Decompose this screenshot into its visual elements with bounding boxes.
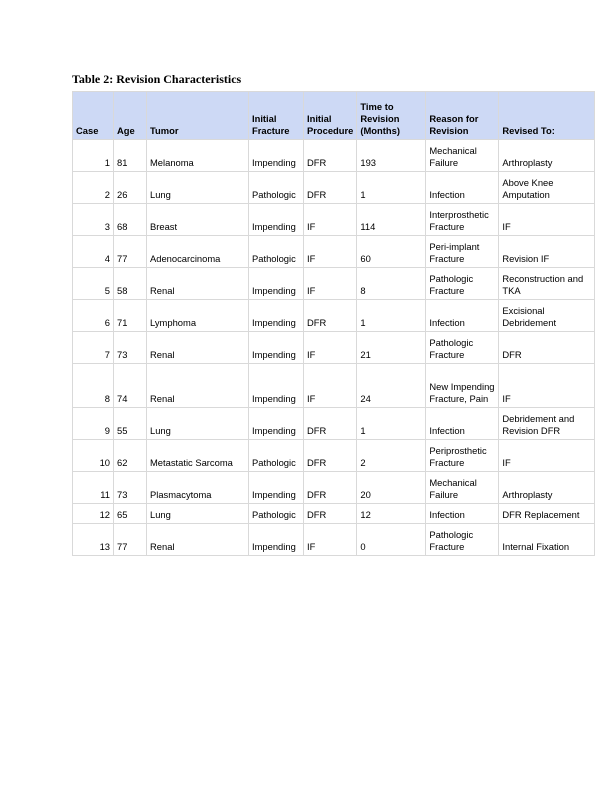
cell-initial-fracture: Impending (249, 300, 304, 332)
column-header-initial-fracture: Initial Fracture (249, 92, 304, 140)
cell-initial-fracture: Impending (249, 472, 304, 504)
cell-reason-for-revision: Infection (426, 172, 499, 204)
cell-time-to-revision: 0 (357, 524, 426, 556)
cell-initial-fracture: Impending (249, 204, 304, 236)
revision-characteristics-table (72, 91, 595, 556)
cell-age: 77 (114, 236, 147, 268)
cell-tumor: Renal (147, 524, 249, 556)
cell-initial-fracture: Pathologic (249, 172, 304, 204)
cell-initial-fracture: Impending (249, 332, 304, 364)
cell-reason-for-revision: Peri-implant Fracture (426, 236, 499, 268)
cell-initial-fracture: Pathologic (249, 236, 304, 268)
cell-revised-to: Debridement and Revision DFR (499, 408, 595, 440)
cell-reason-for-revision: Periprosthetic Fracture (426, 440, 499, 472)
cell-tumor: Lung (147, 408, 249, 440)
cell-initial-procedure: DFR (304, 172, 357, 204)
cell-case: 8 (73, 364, 114, 408)
table-row (73, 268, 595, 300)
column-header-time-to-revision: Time to Revision (Months) (357, 92, 426, 140)
cell-case: 7 (73, 332, 114, 364)
cell-time-to-revision: 2 (357, 440, 426, 472)
cell-revised-to: Internal Fixation (499, 524, 595, 556)
cell-age: 26 (114, 172, 147, 204)
cell-age: 71 (114, 300, 147, 332)
cell-tumor: Lung (147, 172, 249, 204)
cell-revised-to: Revision IF (499, 236, 595, 268)
cell-case: 1 (73, 140, 114, 172)
cell-initial-fracture: Impending (249, 408, 304, 440)
cell-reason-for-revision: Infection (426, 408, 499, 440)
cell-age: 68 (114, 204, 147, 236)
table-row (73, 300, 595, 332)
cell-revised-to: DFR Replacement (499, 504, 595, 524)
cell-case: 11 (73, 472, 114, 504)
cell-tumor: Lung (147, 504, 249, 524)
cell-age: 77 (114, 524, 147, 556)
cell-revised-to: DFR (499, 332, 595, 364)
cell-tumor: Plasmacytoma (147, 472, 249, 504)
cell-time-to-revision: 20 (357, 472, 426, 504)
column-header-case: Case (73, 92, 114, 140)
cell-revised-to: Arthroplasty (499, 472, 595, 504)
cell-initial-fracture: Impending (249, 140, 304, 172)
table-caption: Table 2: Revision Characteristics (72, 72, 242, 86)
cell-initial-procedure: IF (304, 204, 357, 236)
cell-initial-procedure: IF (304, 524, 357, 556)
cell-tumor: Renal (147, 332, 249, 364)
table-row (73, 140, 595, 172)
cell-initial-fracture: Pathologic (249, 504, 304, 524)
cell-case: 2 (73, 172, 114, 204)
cell-reason-for-revision: Pathologic Fracture (426, 524, 499, 556)
cell-initial-fracture: Impending (249, 524, 304, 556)
cell-reason-for-revision: Interprosthetic Fracture (426, 204, 499, 236)
table-row (73, 236, 595, 268)
cell-initial-fracture: Pathologic (249, 440, 304, 472)
cell-reason-for-revision: New Impending Fracture, Pain (426, 364, 499, 408)
cell-initial-fracture: Impending (249, 364, 304, 408)
cell-time-to-revision: 21 (357, 332, 426, 364)
cell-initial-procedure: IF (304, 268, 357, 300)
cell-reason-for-revision: Mechanical Failure (426, 140, 499, 172)
cell-case: 4 (73, 236, 114, 268)
table-row (73, 172, 595, 204)
cell-case: 12 (73, 504, 114, 524)
column-header-reason-for-revision: Reason for Revision (426, 92, 499, 140)
cell-initial-procedure: DFR (304, 300, 357, 332)
table-row (73, 504, 595, 524)
cell-time-to-revision: 1 (357, 300, 426, 332)
cell-time-to-revision: 1 (357, 408, 426, 440)
cell-tumor: Renal (147, 364, 249, 408)
cell-reason-for-revision: Mechanical Failure (426, 472, 499, 504)
column-header-tumor: Tumor (147, 92, 249, 140)
cell-time-to-revision: 114 (357, 204, 426, 236)
table-row (73, 440, 595, 472)
cell-revised-to: Above Knee Amputation (499, 172, 595, 204)
cell-time-to-revision: 24 (357, 364, 426, 408)
cell-revised-to: Arthroplasty (499, 140, 595, 172)
table-row (73, 524, 595, 556)
cell-case: 5 (73, 268, 114, 300)
cell-age: 73 (114, 472, 147, 504)
cell-tumor: Breast (147, 204, 249, 236)
cell-initial-procedure: IF (304, 364, 357, 408)
table-row (73, 204, 595, 236)
cell-age: 55 (114, 408, 147, 440)
cell-reason-for-revision: Infection (426, 504, 499, 524)
cell-revised-to: IF (499, 440, 595, 472)
cell-initial-procedure: DFR (304, 440, 357, 472)
cell-initial-procedure: IF (304, 236, 357, 268)
cell-case: 9 (73, 408, 114, 440)
cell-age: 62 (114, 440, 147, 472)
cell-time-to-revision: 60 (357, 236, 426, 268)
cell-revised-to: IF (499, 204, 595, 236)
column-header-age: Age (114, 92, 147, 140)
table-row (73, 472, 595, 504)
cell-age: 58 (114, 268, 147, 300)
cell-initial-procedure: DFR (304, 140, 357, 172)
cell-time-to-revision: 12 (357, 504, 426, 524)
cell-tumor: Melanoma (147, 140, 249, 172)
cell-tumor: Lymphoma (147, 300, 249, 332)
table-row (73, 364, 595, 408)
cell-case: 10 (73, 440, 114, 472)
cell-initial-procedure: IF (304, 332, 357, 364)
cell-initial-procedure: DFR (304, 504, 357, 524)
column-header-initial-procedure: Initial Procedure (304, 92, 357, 140)
table-row (73, 332, 595, 364)
cell-tumor: Adenocarcinoma (147, 236, 249, 268)
cell-reason-for-revision: Infection (426, 300, 499, 332)
cell-initial-procedure: DFR (304, 408, 357, 440)
cell-tumor: Metastatic Sarcoma (147, 440, 249, 472)
cell-initial-fracture: Impending (249, 268, 304, 300)
cell-age: 73 (114, 332, 147, 364)
cell-revised-to: Excisional Debridement (499, 300, 595, 332)
cell-reason-for-revision: Pathologic Fracture (426, 332, 499, 364)
cell-initial-procedure: DFR (304, 472, 357, 504)
cell-revised-to: IF (499, 364, 595, 408)
cell-case: 13 (73, 524, 114, 556)
cell-age: 65 (114, 504, 147, 524)
cell-tumor: Renal (147, 268, 249, 300)
cell-case: 3 (73, 204, 114, 236)
cell-revised-to: Reconstruction and TKA (499, 268, 595, 300)
cell-case: 6 (73, 300, 114, 332)
cell-time-to-revision: 193 (357, 140, 426, 172)
cell-age: 74 (114, 364, 147, 408)
table-header-row (73, 92, 595, 140)
table-row (73, 408, 595, 440)
cell-time-to-revision: 1 (357, 172, 426, 204)
cell-time-to-revision: 8 (357, 268, 426, 300)
cell-age: 81 (114, 140, 147, 172)
column-header-revised-to: Revised To: (499, 92, 595, 140)
cell-reason-for-revision: Pathologic Fracture (426, 268, 499, 300)
